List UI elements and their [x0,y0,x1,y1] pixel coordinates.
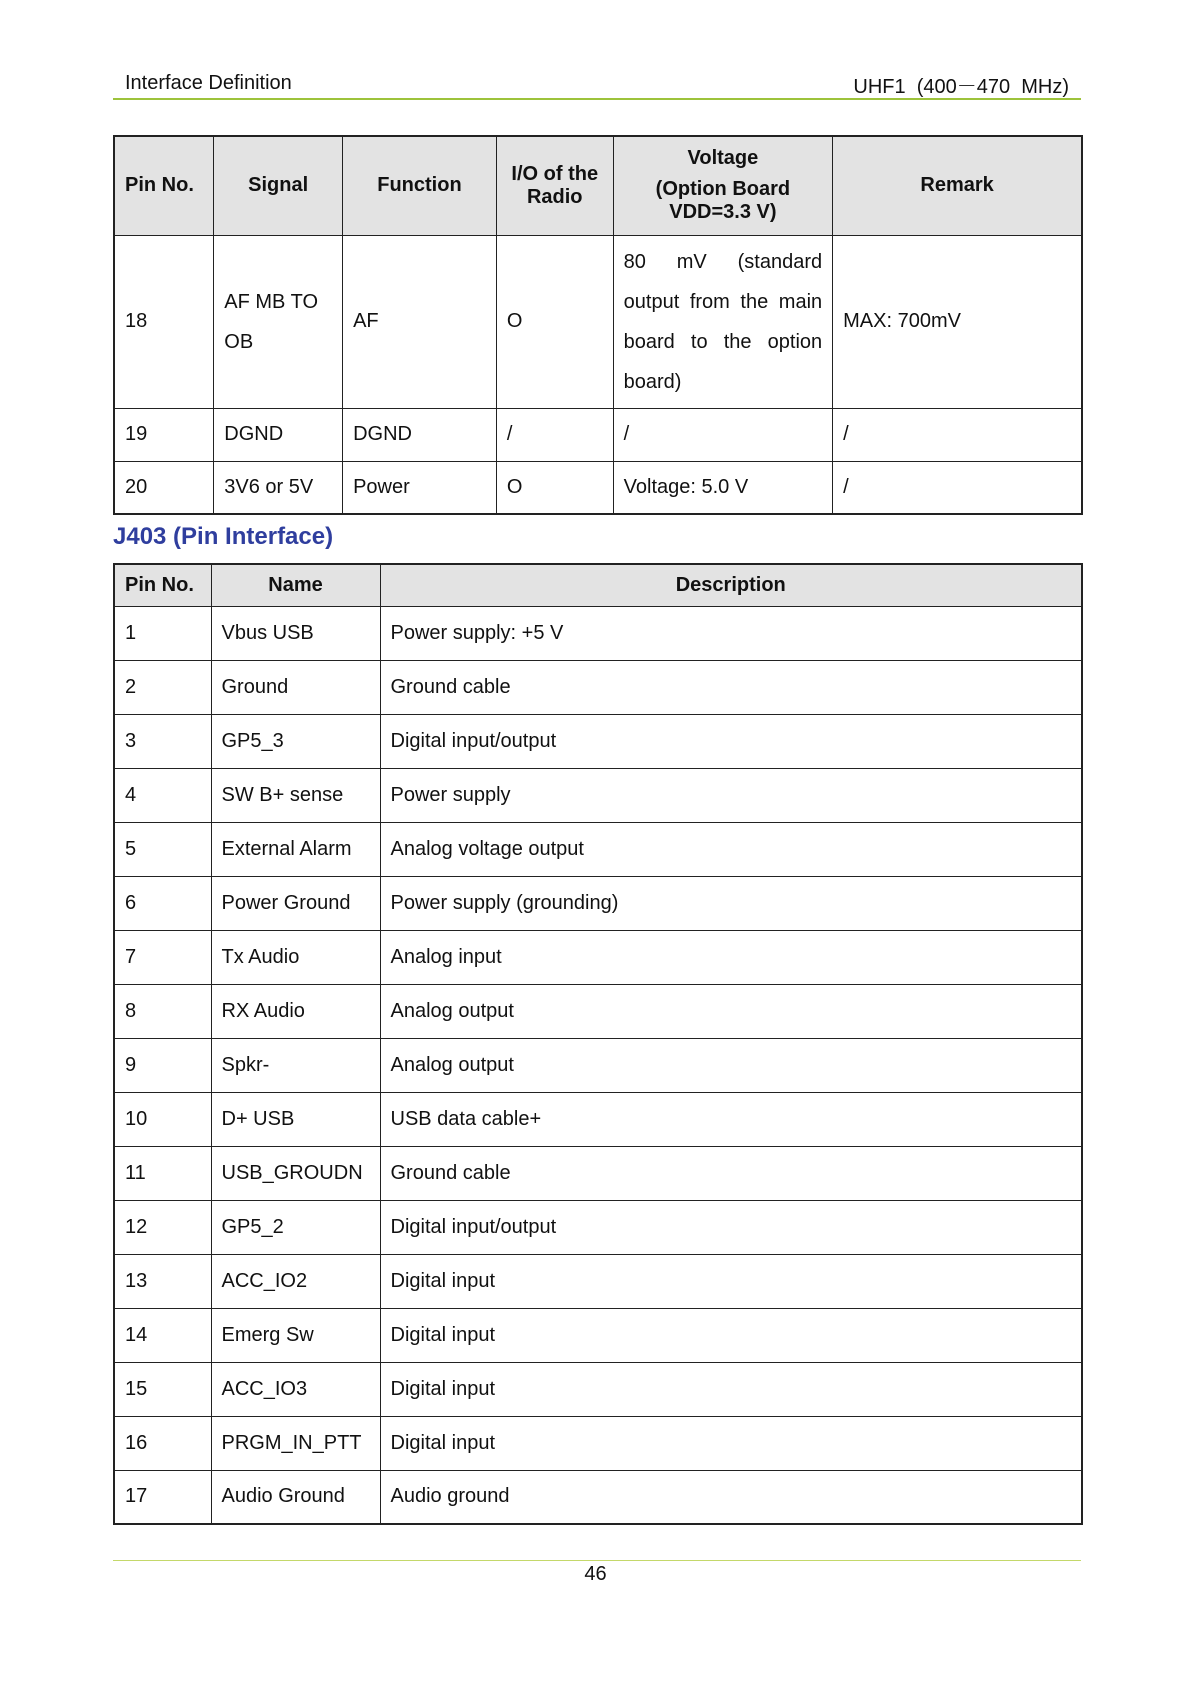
cell-description: Digital input/output [380,714,1082,768]
cell-pin: 20 [114,461,214,514]
table-row [114,1362,1082,1416]
cell-description: Analog output [380,1038,1082,1092]
page-number: 46 [584,1563,607,1585]
voltage-header-line1: Voltage [687,147,759,170]
cell-description: Analog voltage output [380,822,1082,876]
cell-remark: / [833,461,1082,514]
cell-name: ACC_IO3 [211,1362,380,1416]
section-title: J403 (Pin Interface) [113,523,334,550]
cell-pin: 3 [114,714,211,768]
cell-name: Vbus USB [211,606,380,660]
table-row [114,930,1082,984]
col-header-voltage [613,136,832,235]
table-row [114,1470,1082,1524]
pin-table-continued [113,135,1083,515]
cell-description: Ground cable [380,660,1082,714]
table-row [114,1416,1082,1470]
cell-pin: 8 [114,984,211,1038]
cell-function: Power [343,461,497,514]
cell-name: RX Audio [211,984,380,1038]
cell-pin: 4 [114,768,211,822]
col-header-remark: Remark [833,136,1082,235]
cell-description: Audio ground [380,1470,1082,1524]
table-header-row [114,564,1082,606]
table-row [114,822,1082,876]
table-row [114,876,1082,930]
cell-voltage: Voltage: 5.0 V [613,461,832,514]
table-row [114,606,1082,660]
col-header-function: Function [343,136,497,235]
cell-pin: 11 [114,1146,211,1200]
cell-pin: 1 [114,606,211,660]
cell-remark: / [833,408,1082,461]
cell-name: External Alarm [211,822,380,876]
table-header-row [114,136,1082,235]
cell-pin: 14 [114,1308,211,1362]
cell-description: Digital input [380,1308,1082,1362]
cell-name: SW B+ sense [211,768,380,822]
table-row [114,714,1082,768]
cell-io: O [496,235,613,408]
cell-signal: DGND [214,408,343,461]
cell-name: Tx Audio [211,930,380,984]
cell-pin: 18 [114,235,214,408]
footer-divider [113,1560,1081,1561]
cell-voltage: / [613,408,832,461]
cell-description: Power supply: +5 V [380,606,1082,660]
table-row [114,1038,1082,1092]
cell-description: Digital input [380,1254,1082,1308]
cell-name: USB_GROUDN [211,1146,380,1200]
cell-pin: 19 [114,408,214,461]
cell-name: ACC_IO2 [211,1254,380,1308]
cell-name: GP5_2 [211,1200,380,1254]
table-row [114,984,1082,1038]
voltage-header-line3: VDD=3.3 V) [669,201,777,224]
cell-description: Digital input [380,1362,1082,1416]
cell-pin: 17 [114,1470,211,1524]
col-header-signal: Signal [214,136,343,235]
cell-pin: 9 [114,1038,211,1092]
cell-name: Spkr- [211,1038,380,1092]
cell-description: Ground cable [380,1146,1082,1200]
cell-name: Power Ground [211,876,380,930]
cell-pin: 7 [114,930,211,984]
cell-name: Audio Ground [211,1470,380,1524]
cell-description: USB data cable+ [380,1092,1082,1146]
cell-pin: 5 [114,822,211,876]
col-header-pin: Pin No. [114,564,211,606]
cell-name: GP5_3 [211,714,380,768]
table-row [114,1308,1082,1362]
cell-io: / [496,408,613,461]
cell-description: Power supply [380,768,1082,822]
table-row [114,660,1082,714]
cell-description: Analog output [380,984,1082,1038]
header-band-title: UHF1 (400－470 MHz) [853,76,1069,98]
cell-name: Ground [211,660,380,714]
col-header-description: Description [380,564,1082,606]
col-header-io: I/O of the Radio [496,136,613,235]
cell-description: Power supply (grounding) [380,876,1082,930]
cell-pin: 15 [114,1362,211,1416]
table-row [114,1146,1082,1200]
cell-pin: 2 [114,660,211,714]
table-row [114,1092,1082,1146]
cell-pin: 10 [114,1092,211,1146]
cell-description: Analog input [380,930,1082,984]
page-header [113,66,1081,100]
cell-name: D+ USB [211,1092,380,1146]
cell-pin: 6 [114,876,211,930]
cell-name: Emerg Sw [211,1308,380,1362]
voltage-header-line2: (Option Board [655,178,791,201]
col-header-name: Name [211,564,380,606]
cell-function: AF [343,235,497,408]
cell-signal: 3V6 or 5V [214,461,343,514]
cell-pin: 16 [114,1416,211,1470]
cell-function: DGND [343,408,497,461]
cell-description: Digital input [380,1416,1082,1470]
cell-pin: 13 [114,1254,211,1308]
table-row [114,768,1082,822]
cell-description: Digital input/output [380,1200,1082,1254]
cell-io: O [496,461,613,514]
cell-remark: MAX: 700mV [833,235,1082,408]
table-row [114,1254,1082,1308]
cell-pin: 12 [114,1200,211,1254]
j403-pin-table [113,563,1083,1525]
table-row [114,408,1082,461]
table-row [114,1200,1082,1254]
table-row [114,461,1082,514]
header-section-title: Interface Definition [125,72,292,94]
cell-voltage: 80 mV (standard output from the main board to the option board) [613,235,832,408]
cell-signal: AF MB TO OB [214,235,343,408]
col-header-pin: Pin No. [114,136,214,235]
table-row [114,235,1082,408]
cell-name: PRGM_IN_PTT [211,1416,380,1470]
